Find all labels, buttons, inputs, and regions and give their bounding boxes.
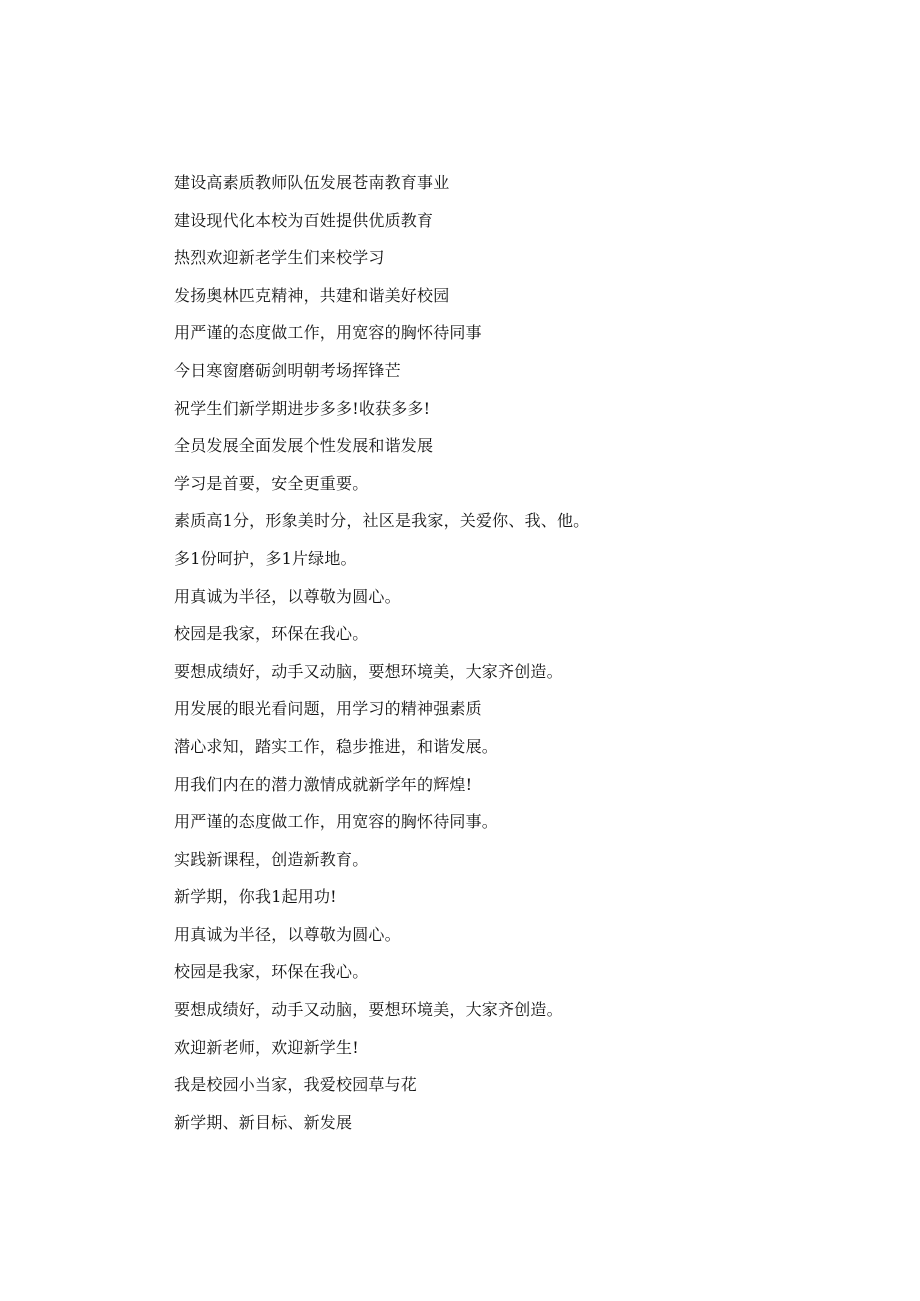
slogan-list bbox=[174, 170, 589, 1147]
slogan-line: 今日寒窗磨砺剑明朝考场挥锋芒 bbox=[174, 360, 401, 380]
slogan-line: 建设高素质教师队伍发展苍南教育事业 bbox=[174, 173, 450, 192]
slogan-line: 用真诚为半径，以尊敬为圆心。 bbox=[174, 586, 401, 606]
slogan-line: 学习是首要，安全更重要。 bbox=[174, 473, 369, 493]
slogan-line: 用严谨的态度做工作，用宽容的胸怀待同事。 bbox=[174, 812, 499, 832]
slogan-line: 校园是我家，环保在我心。 bbox=[174, 624, 369, 644]
slogan-line: 用我们内在的潜力激情成就新学年的辉煌! bbox=[174, 774, 473, 794]
slogan-line: 潜心求知，踏实工作，稳步推进，和谐发展。 bbox=[174, 736, 499, 756]
slogan-line: 用严谨的态度做工作，用宽容的胸怀待同事 bbox=[174, 323, 482, 343]
slogan-line: 建设现代化本校为百姓提供优质教育 bbox=[174, 210, 434, 230]
slogan-line: 全员发展全面发展个性发展和谐发展 bbox=[174, 436, 434, 456]
slogan-line: 祝学生们新学期进步多多!收获多多! bbox=[174, 398, 431, 418]
slogan-line: 欢迎新老师，欢迎新学生! bbox=[174, 1037, 359, 1057]
slogan-line: 要想成绩好，动手又动脑，要想环境美，大家齐创造。 bbox=[174, 1000, 563, 1020]
slogan-line: 校园是我家，环保在我心。 bbox=[174, 962, 369, 982]
slogan-line: 要想成绩好，动手又动脑，要想环境美，大家齐创造。 bbox=[174, 661, 563, 681]
slogan-line: 新学期，你我1起用功! bbox=[174, 887, 337, 907]
slogan-line: 素质高1分，形象美时分，社区是我家，关爱你、我、他。 bbox=[174, 511, 590, 531]
slogan-line: 用真诚为半径，以尊敬为圆心。 bbox=[174, 924, 401, 944]
slogan-line: 发扬奥林匹克精神，共建和谐美好校园 bbox=[174, 285, 450, 305]
slogan-line: 我是校园小当家，我爱校园草与花 bbox=[174, 1075, 418, 1095]
slogan-line: 热烈欢迎新老学生们来校学习 bbox=[174, 248, 385, 268]
slogan-line: 多1份呵护，多1片绿地。 bbox=[174, 548, 357, 568]
slogan-line: 实践新课程，创造新教育。 bbox=[174, 849, 369, 869]
slogan-line: 新学期、新目标、新发展 bbox=[174, 1112, 353, 1132]
slogan-line: 用发展的眼光看问题，用学习的精神强素质 bbox=[174, 699, 482, 719]
